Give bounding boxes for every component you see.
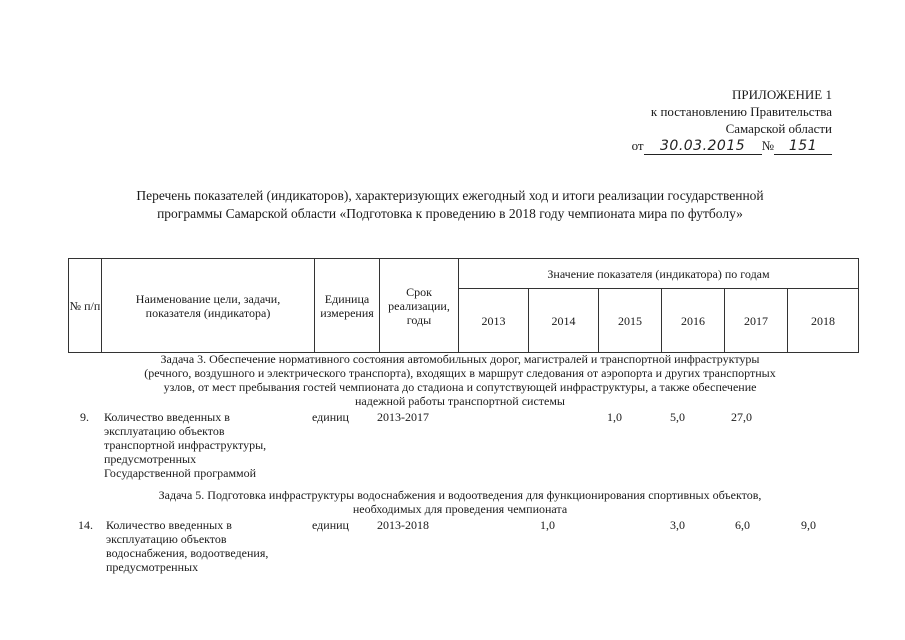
header-year-2018: 2018 bbox=[788, 289, 859, 353]
header-values-group: Значение показателя (индикатора) по годам bbox=[459, 259, 859, 289]
task-5-line-2: необходимых для проведения чемпионата bbox=[352, 502, 568, 516]
header-year-2015: 2015 bbox=[599, 289, 662, 353]
number-label: № bbox=[761, 138, 774, 153]
handwritten-number: 151 bbox=[774, 139, 832, 155]
appendix-line-1: к постановлению Правительства bbox=[650, 104, 832, 119]
row-9-value-2016: 5,0 bbox=[670, 410, 685, 424]
task-5-heading bbox=[60, 488, 860, 516]
appendix-title: ПРИЛОЖЕНИЕ 1 bbox=[732, 87, 832, 102]
appendix-line-2: Самарской области bbox=[725, 121, 832, 136]
row-14-value-2017: 6,0 bbox=[735, 518, 750, 532]
task-3-heading bbox=[60, 352, 860, 408]
document-title-line-2: программы Самарской области «Подготовка к проведению в 2018 году чемпионата мира по футболу» bbox=[157, 206, 743, 221]
header-unit: Единица измерения bbox=[315, 259, 380, 353]
row-14-num: 14. bbox=[78, 518, 93, 532]
appendix-date-line bbox=[512, 137, 832, 155]
header-year-2014: 2014 bbox=[529, 289, 599, 353]
document-title bbox=[40, 187, 860, 223]
row-14-value-2016: 3,0 bbox=[670, 518, 685, 532]
header-num: № п/п bbox=[69, 259, 102, 353]
task-5-line-1: Задача 5. Подготовка инфраструктуры водоснабжения и водоотведения для функционирования спортивных объектов, bbox=[158, 488, 762, 502]
header-name: Наименование цели, задачи, показателя (индикатора) bbox=[102, 259, 315, 353]
row-14-name-line: Количество введенных в bbox=[106, 518, 232, 532]
header-year-2016: 2016 bbox=[662, 289, 725, 353]
row-9-name-line: эксплуатацию объектов bbox=[104, 424, 225, 438]
row-14-name-line: эксплуатацию объектов bbox=[106, 532, 227, 546]
row-14-value-2018: 9,0 bbox=[801, 518, 816, 532]
row-9-value-2015: 1,0 bbox=[607, 410, 622, 424]
from-label: от bbox=[631, 138, 644, 153]
row-9-value-2017: 27,0 bbox=[731, 410, 752, 424]
row-9-name-line: транспортной инфраструктуры, bbox=[104, 438, 267, 452]
handwritten-date: 30.03.2015 bbox=[644, 139, 762, 155]
task-3-line-1: Задача 3. Обеспечение нормативного состояния автомобильных дорог, магистралей и транспортной инфраструктуры bbox=[160, 352, 760, 366]
row-14-value-2014: 1,0 bbox=[540, 518, 555, 532]
row-14-name-line: водоснабжения, водоотведения, bbox=[106, 546, 269, 560]
row-14-unit: единиц bbox=[312, 518, 349, 532]
row-9-name-line: предусмотренных bbox=[104, 452, 197, 466]
appendix-block bbox=[512, 86, 832, 155]
header-year-2013: 2013 bbox=[459, 289, 529, 353]
indicators-table-header bbox=[68, 258, 859, 353]
row-14-term: 2013-2018 bbox=[377, 518, 429, 532]
document-title-line-1: Перечень показателей (индикаторов), характеризующих ежегодный ход и итоги реализации государственной bbox=[136, 188, 764, 203]
header-year-2017: 2017 bbox=[725, 289, 788, 353]
header-term: Срок реализации, годы bbox=[380, 259, 459, 353]
row-14-name-line: предусмотренных bbox=[106, 560, 199, 574]
row-9-name-line: Государственной программой bbox=[104, 466, 257, 480]
row-9-name-line: Количество введенных в bbox=[104, 410, 230, 424]
row-14-name bbox=[106, 518, 296, 574]
task-3-line-2: (речного, воздушного и электрического транспорта), входящих в маршрут следования от аэропорта и других транспортных bbox=[144, 366, 776, 380]
task-3-line-4: надежной работы транспортной системы bbox=[354, 394, 565, 408]
row-9-unit: единиц bbox=[312, 410, 349, 424]
row-9-num: 9. bbox=[80, 410, 89, 424]
task-3-line-3: узлов, от мест пребывания гостей чемпионата до стадиона и сопутствующей инфраструктуры, а также обеспечение bbox=[163, 380, 757, 394]
row-9-term: 2013-2017 bbox=[377, 410, 429, 424]
row-9-name bbox=[104, 410, 294, 480]
